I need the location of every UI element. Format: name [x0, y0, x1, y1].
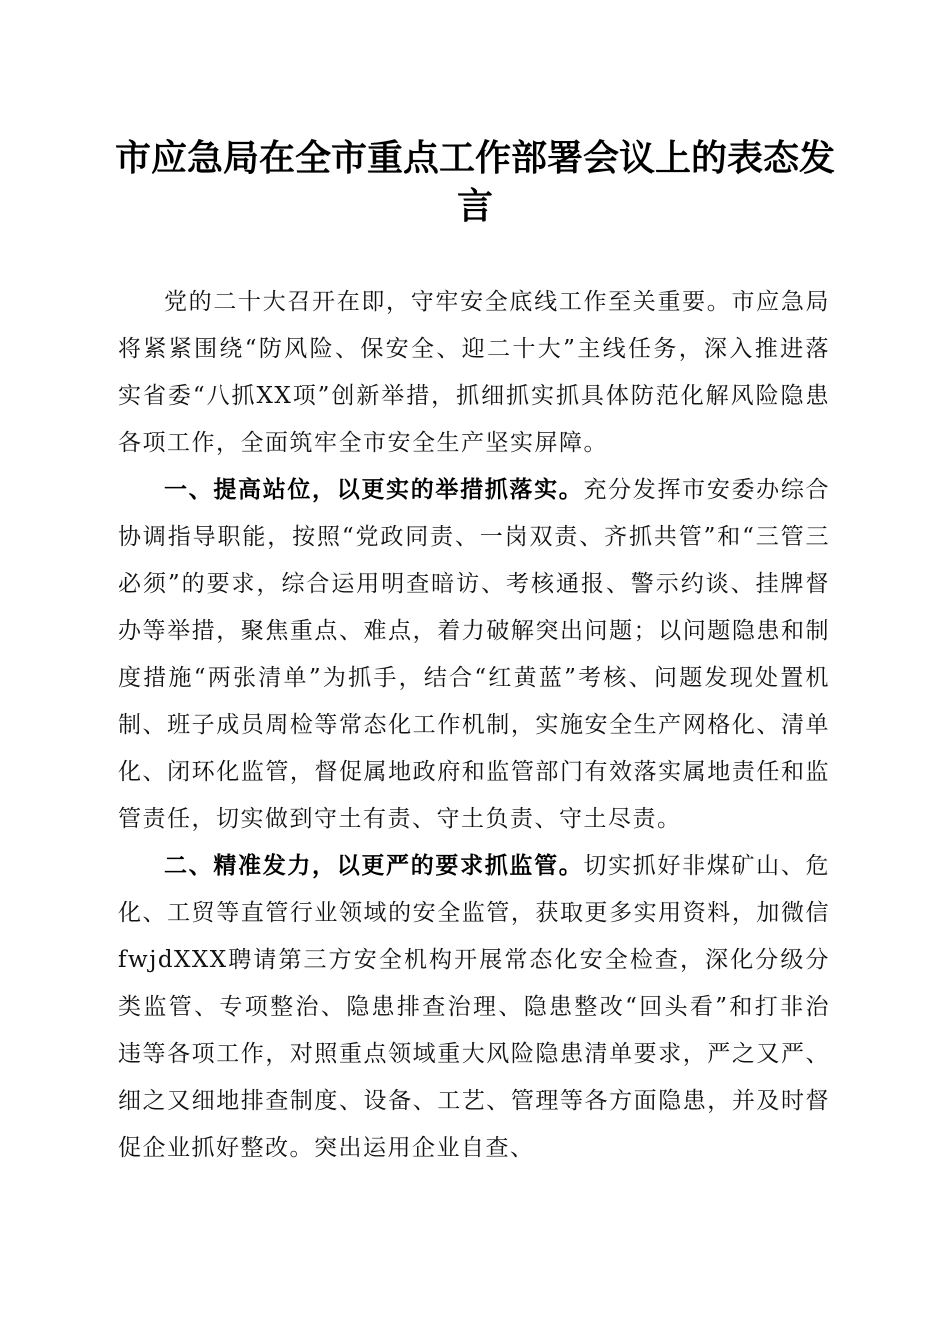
paragraph-intro [118, 279, 830, 467]
document-body [118, 279, 830, 1172]
document-title: 市应急局在全市重点工作部署会议上的表态发言 [114, 137, 835, 227]
paragraph-heading: 一、提高站位，以更实的举措抓落实。 [164, 477, 584, 503]
paragraph-heading: 二、精准发力，以更严的要求抓监管。 [164, 853, 584, 879]
paragraph-text: 充分发挥市安委办综合协调指导职能，按照“党政同责、一岗双责、齐抓共管”和“三管三必须”的要求，综合运用明查暗访、考核通报、警示约谈、挂牌督办等举措，聚焦重点、难点，着力破解突出问题；以问题隐患和制度措施“两张清单”为抓手，结合“红黄蓝”考核、问题发现处置机制、班子成员周检等常态化工作机制，实施安全生产网格化、清单化、闭环化监管，督促属地政府和监管部门有效落实属地责任和监管责任，切实做到守土有责、守土负责、守土尽责。 [118, 477, 831, 832]
paragraph-text: 切实抓好非煤矿山、危化、工贸等直管行业领域的安全监管，获取更多实用资料，加微信fwjdXXX聘请第三方安全机构开展常态化安全检查，深化分级分类监管、专项整治、隐患排查治理、隐患整改“回头看”和打非治违等各项工作，对照重点领域重大风险隐患清单要求，严之又严、细之又细地排查制度、设备、工艺、管理等各方面隐患，并及时督促企业抓好整改。突出运用企业自查、 [118, 853, 831, 1161]
paragraph-section-2 [118, 843, 830, 1172]
paragraph-text: 党的二十大召开在即，守牢安全底线工作至关重要。市应急局将紧紧围绕“防风险、保安全、迎二十大”主线任务，深入推进落实省委“八抓XX项”创新举措，抓细抓实抓具体防范化解风险隐患各项工作，全面筑牢全市安全生产坚实屏障。 [118, 289, 830, 456]
paragraph-section-1 [118, 467, 830, 843]
